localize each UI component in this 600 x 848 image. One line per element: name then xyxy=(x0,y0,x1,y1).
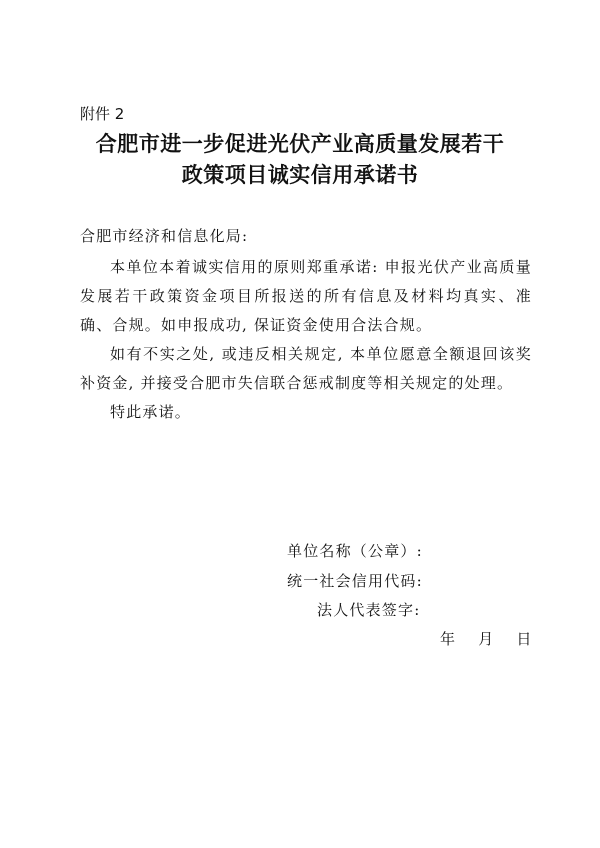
paragraph-penalty: 如有不实之处, 或违反相关规定, 本单位愿意全额退回该奖补资金, 并接受合肥市失信联合惩戒制度等相关规定的处理。 xyxy=(80,345,532,392)
date-day: 日 xyxy=(516,630,533,648)
signature-credit-code: 统一社会信用代码: xyxy=(287,572,423,590)
closing-statement: 特此承诺。 xyxy=(110,403,192,421)
signature-date xyxy=(440,629,533,649)
signature-unit-name: 单位名称（公章）: xyxy=(287,542,423,560)
signature-legal-representative: 法人代表签字: xyxy=(317,601,421,619)
paragraph-commitment: 本单位本着诚实信用的原则郑重承诺: 申报光伏产业高质量发展若干政策资金项目所报送的所有信息及材料均真实、准确、合规。如申报成功, 保证资金使用合法合规。 xyxy=(80,258,532,334)
document-title-line-1: 合肥市进一步促进光伏产业高质量发展若干 xyxy=(95,132,505,156)
addressee: 合肥市经济和信息化局: xyxy=(80,227,249,245)
attachment-label: 附件 2 xyxy=(80,105,125,123)
document-title-line-2: 政策项目诚实信用承诺书 xyxy=(181,163,419,187)
date-year: 年 xyxy=(440,630,457,648)
date-month: 月 xyxy=(478,630,495,648)
